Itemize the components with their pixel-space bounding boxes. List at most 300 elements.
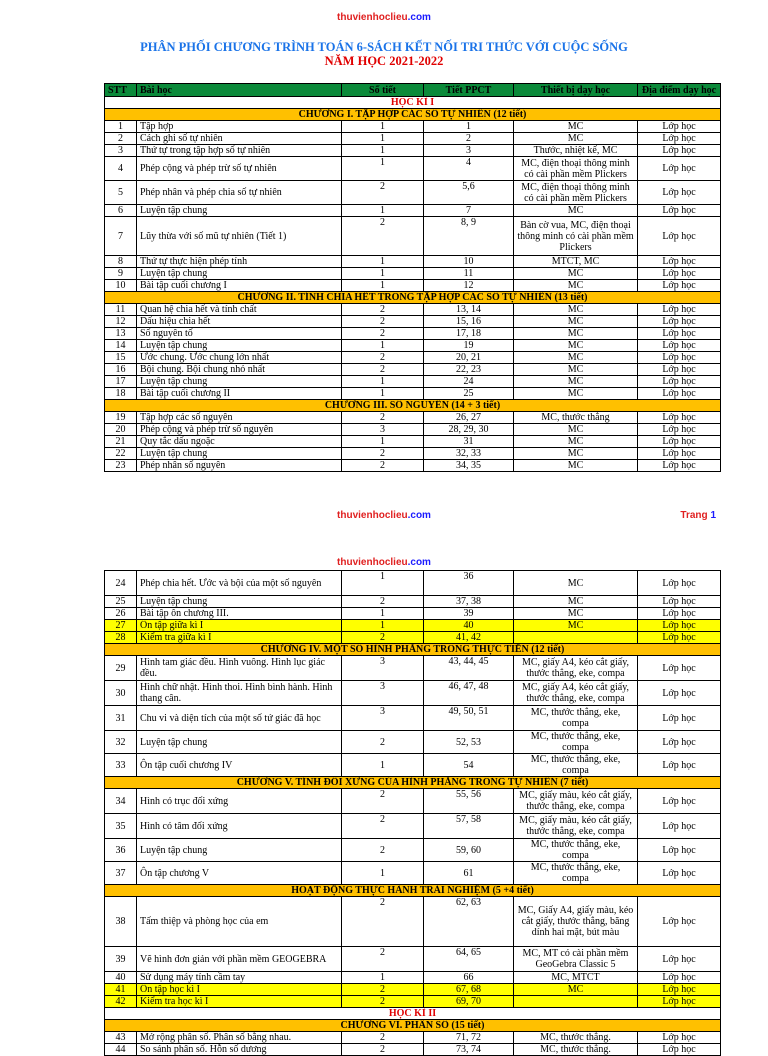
chapter-title: CHƯƠNG I. TẬP HỢP CÁC SỐ TỰ NHIÊN (12 tiết)	[105, 109, 721, 121]
header-lesson: Bài học	[137, 84, 342, 97]
cell-periods: 2	[342, 596, 424, 608]
cell-location: Lớp học	[638, 364, 721, 376]
chapter-row	[105, 885, 721, 897]
cell-location: Lớp học	[638, 217, 721, 256]
cell-location: Lớp học	[638, 304, 721, 316]
cell-location: Lớp học	[638, 340, 721, 352]
cell-location: Lớp học	[638, 157, 721, 181]
cell-location: Lớp học	[638, 352, 721, 364]
header-ppct: Tiết PPCT	[424, 84, 514, 97]
cell-location: Lớp học	[638, 436, 721, 448]
cell-ppct: 71, 72	[424, 1032, 514, 1044]
cell-ppct: 67, 68	[424, 984, 514, 996]
table-row	[105, 972, 721, 984]
cell-periods: 1	[342, 268, 424, 280]
cell-lesson: Luyện tập chung	[137, 839, 342, 862]
cell-lesson: Luyện tập chung	[137, 268, 342, 280]
cell-lesson: Vẽ hình đơn giản với phần mềm GEOGEBRA	[137, 947, 342, 972]
cell-ppct: 34, 35	[424, 460, 514, 472]
cell-location: Lớp học	[638, 268, 721, 280]
cell-periods: 2	[342, 984, 424, 996]
cell-equipment: MC, điện thoại thông minh có cài phần mềm Plickers	[514, 181, 638, 205]
cell-equipment: MC, giấy A4, kéo cắt giấy, thước thẳng, eke, compa	[514, 656, 638, 681]
cell-location: Lớp học	[638, 706, 721, 731]
cell-lesson: Thứ tự thực hiện phép tính	[137, 256, 342, 268]
cell-ppct: 39	[424, 608, 514, 620]
cell-equipment: MC	[514, 608, 638, 620]
table-row	[105, 352, 721, 364]
cell-equipment: MC, thước thẳng	[514, 412, 638, 424]
cell-periods: 2	[342, 814, 424, 839]
cell-ppct: 20, 21	[424, 352, 514, 364]
cell-location: Lớp học	[638, 972, 721, 984]
table-row	[105, 217, 721, 256]
cell-ppct: 13, 14	[424, 304, 514, 316]
document-title: PHÂN PHỐI CHƯƠNG TRÌNH TOÁN 6-SÁCH KẾT NỐI TRI THỨC VỚI CUỘC SỐNG	[140, 40, 628, 54]
cell-equipment: MC	[514, 280, 638, 292]
cell-periods: 1	[342, 133, 424, 145]
cell-periods: 3	[342, 424, 424, 436]
cell-stt: 37	[105, 862, 137, 885]
cell-lesson: Kiểm tra giữa kì I	[137, 632, 342, 644]
chapter-row	[105, 644, 721, 656]
cell-location: Lớp học	[638, 145, 721, 157]
cell-equipment: MC	[514, 328, 638, 340]
cell-periods: 2	[342, 632, 424, 644]
table-row	[105, 376, 721, 388]
cell-ppct: 11	[424, 268, 514, 280]
header-periods: Số tiết	[342, 84, 424, 97]
cell-periods: 1	[342, 972, 424, 984]
cell-location: Lớp học	[638, 731, 721, 754]
cell-equipment: MC, thước thẳng, eke, compa	[514, 706, 638, 731]
cell-equipment: MC	[514, 388, 638, 400]
cell-periods: 2	[342, 328, 424, 340]
cell-ppct: 36	[424, 571, 514, 596]
cell-periods: 3	[342, 681, 424, 706]
cell-lesson: Thứ tự trong tập hợp số tự nhiên	[137, 145, 342, 157]
cell-lesson: Hình chữ nhật. Hình thoi. Hình bình hành. Hình thang cân.	[137, 681, 342, 706]
cell-ppct: 59, 60	[424, 839, 514, 862]
cell-equipment: Thước, nhiệt kế, MC	[514, 145, 638, 157]
cell-ppct: 61	[424, 862, 514, 885]
cell-ppct: 49, 50, 51	[424, 706, 514, 731]
cell-location: Lớp học	[638, 620, 721, 632]
cell-stt: 43	[105, 1032, 137, 1044]
cell-stt: 11	[105, 304, 137, 316]
table-row	[105, 328, 721, 340]
table-row	[105, 145, 721, 157]
cell-equipment: MC	[514, 316, 638, 328]
cell-ppct: 22, 23	[424, 364, 514, 376]
cell-stt: 44	[105, 1044, 137, 1056]
cell-equipment: MTCT, MC	[514, 256, 638, 268]
cell-equipment: MC	[514, 460, 638, 472]
cell-stt: 15	[105, 352, 137, 364]
cell-ppct: 1	[424, 121, 514, 133]
cell-stt: 3	[105, 145, 137, 157]
cell-location: Lớp học	[638, 181, 721, 205]
cell-lesson: Số nguyên tố	[137, 328, 342, 340]
cell-ppct: 4	[424, 157, 514, 181]
table-row	[105, 316, 721, 328]
cell-lesson: Hình có trục đối xứng	[137, 789, 342, 814]
cell-location: Lớp học	[638, 839, 721, 862]
cell-lesson: Chu vi và diện tích của một số tứ giác đã học	[137, 706, 342, 731]
cell-lesson: Dấu hiệu chia hết	[137, 316, 342, 328]
cell-equipment: MC	[514, 984, 638, 996]
cell-location: Lớp học	[638, 754, 721, 777]
cell-location: Lớp học	[638, 388, 721, 400]
cell-lesson: Tập hợp	[137, 121, 342, 133]
cell-ppct: 57, 58	[424, 814, 514, 839]
cell-equipment: MC, thước thẳng, eke, compa	[514, 839, 638, 862]
cell-stt: 28	[105, 632, 137, 644]
cell-equipment: MC, giấy màu, kéo cắt giấy, thước thẳng, eke, compa	[514, 814, 638, 839]
curriculum-table-page2	[104, 570, 721, 1056]
cell-ppct: 54	[424, 754, 514, 777]
table-row	[105, 596, 721, 608]
cell-stt: 14	[105, 340, 137, 352]
cell-equipment: MC	[514, 205, 638, 217]
cell-equipment	[514, 632, 638, 644]
cell-location: Lớp học	[638, 256, 721, 268]
cell-location: Lớp học	[638, 376, 721, 388]
cell-equipment: MC	[514, 121, 638, 133]
cell-ppct: 3	[424, 145, 514, 157]
cell-periods: 1	[342, 754, 424, 777]
cell-periods: 2	[342, 731, 424, 754]
cell-equipment: MC, điện thoại thông minh có cài phần mềm Plickers	[514, 157, 638, 181]
cell-periods: 1	[342, 388, 424, 400]
page-footer	[0, 510, 768, 524]
cell-stt: 35	[105, 814, 137, 839]
cell-stt: 26	[105, 608, 137, 620]
cell-equipment: MC, Giấy A4, giấy màu, kéo cắt giấy, thước thẳng, băng dính hai mặt, bút màu	[514, 897, 638, 947]
cell-ppct: 64, 65	[424, 947, 514, 972]
cell-periods: 1	[342, 862, 424, 885]
cell-lesson: Phép cộng và phép trừ số tự nhiên	[137, 157, 342, 181]
cell-lesson: Sử dụng máy tính cầm tay	[137, 972, 342, 984]
cell-location: Lớp học	[638, 121, 721, 133]
table-row	[105, 897, 721, 947]
cell-ppct: 5,6	[424, 181, 514, 205]
cell-location: Lớp học	[638, 1032, 721, 1044]
cell-periods: 2	[342, 352, 424, 364]
cell-equipment: MC	[514, 376, 638, 388]
cell-equipment: MC	[514, 304, 638, 316]
table-row	[105, 1032, 721, 1044]
cell-lesson: Phép nhân số nguyên	[137, 460, 342, 472]
cell-lesson: Ôn tập giữa kì I	[137, 620, 342, 632]
cell-stt: 18	[105, 388, 137, 400]
table-row	[105, 205, 721, 217]
cell-stt: 4	[105, 157, 137, 181]
cell-periods: 2	[342, 304, 424, 316]
cell-equipment: MC, thước thẳng, eke, compa	[514, 731, 638, 754]
cell-lesson: Luyện tập chung	[137, 340, 342, 352]
cell-equipment	[514, 996, 638, 1008]
cell-ppct: 55, 56	[424, 789, 514, 814]
cell-equipment: MC, MT có cài phần mềm GeoGebra Classic 5	[514, 947, 638, 972]
cell-lesson: Kiểm tra học kì I	[137, 996, 342, 1008]
cell-equipment: MC	[514, 352, 638, 364]
cell-periods: 3	[342, 656, 424, 681]
cell-periods: 2	[342, 181, 424, 205]
cell-location: Lớp học	[638, 996, 721, 1008]
cell-periods: 1	[342, 436, 424, 448]
cell-location: Lớp học	[638, 681, 721, 706]
cell-ppct: 52, 53	[424, 731, 514, 754]
cell-lesson: Luyện tập chung	[137, 596, 342, 608]
cell-stt: 38	[105, 897, 137, 947]
table-row	[105, 424, 721, 436]
cell-lesson: Bài tập cuối chương II	[137, 388, 342, 400]
cell-periods: 2	[342, 897, 424, 947]
cell-ppct: 8, 9	[424, 217, 514, 256]
cell-stt: 30	[105, 681, 137, 706]
chapter-title: CHƯƠNG III. SỐ NGUYÊN (14 + 3 tiết)	[105, 400, 721, 412]
table-row	[105, 656, 721, 681]
cell-stt: 20	[105, 424, 137, 436]
table-row	[105, 304, 721, 316]
header-equipment: Thiết bị dạy học	[514, 84, 638, 97]
table-row	[105, 862, 721, 885]
cell-equipment: MC, thước thẳng.	[514, 1032, 638, 1044]
cell-stt: 1	[105, 121, 137, 133]
cell-ppct: 12	[424, 280, 514, 292]
cell-stt: 6	[105, 205, 137, 217]
semester-title: HỌC KÌ II	[105, 1008, 721, 1020]
cell-location: Lớp học	[638, 448, 721, 460]
chapter-title: CHƯƠNG IV. MỘT SỐ HÌNH PHẲNG TRONG THỰC TIỄN (12 tiết)	[105, 644, 721, 656]
cell-equipment: MC	[514, 268, 638, 280]
chapter-row	[105, 292, 721, 304]
cell-periods: 2	[342, 789, 424, 814]
chapter-row	[105, 400, 721, 412]
cell-periods: 1	[342, 608, 424, 620]
curriculum-table-page1	[104, 83, 721, 472]
cell-stt: 24	[105, 571, 137, 596]
cell-location: Lớp học	[638, 656, 721, 681]
school-year: NĂM HỌC 2021-2022	[324, 54, 444, 68]
cell-location: Lớp học	[638, 897, 721, 947]
cell-equipment: MC, thước thẳng, eke, compa	[514, 754, 638, 777]
cell-equipment: MC, thước thẳng, eke, compa	[514, 862, 638, 885]
cell-stt: 41	[105, 984, 137, 996]
cell-location: Lớp học	[638, 984, 721, 996]
chapter-row	[105, 777, 721, 789]
cell-equipment: MC	[514, 364, 638, 376]
cell-periods: 1	[342, 205, 424, 217]
cell-ppct: 62, 63	[424, 897, 514, 947]
cell-lesson: Tấm thiệp và phòng học của em	[137, 897, 342, 947]
cell-equipment: MC	[514, 596, 638, 608]
cell-periods: 1	[342, 157, 424, 181]
cell-lesson: Bội chung. Bội chung nhỏ nhất	[137, 364, 342, 376]
cell-lesson: Quy tắc dấu ngoặc	[137, 436, 342, 448]
cell-lesson: Tập hợp các số nguyên	[137, 412, 342, 424]
cell-equipment: MC, giấy màu, kéo cắt giấy, thước thẳng, eke, compa	[514, 789, 638, 814]
cell-location: Lớp học	[638, 814, 721, 839]
table-row	[105, 460, 721, 472]
cell-lesson: Ước chung. Ước chung lớn nhất	[137, 352, 342, 364]
cell-equipment: MC, thước thẳng.	[514, 1044, 638, 1056]
cell-lesson: Ôn tập học kì I	[137, 984, 342, 996]
cell-periods: 1	[342, 620, 424, 632]
cell-stt: 27	[105, 620, 137, 632]
table-header	[105, 84, 721, 97]
cell-periods: 2	[342, 996, 424, 1008]
cell-periods: 1	[342, 256, 424, 268]
cell-ppct: 32, 33	[424, 448, 514, 460]
cell-stt: 2	[105, 133, 137, 145]
cell-lesson: Phép chia hết. Ước và bội của một số nguyên	[137, 571, 342, 596]
cell-location: Lớp học	[638, 133, 721, 145]
cell-lesson: Hình tam giác đều. Hình vuông. Hình lục giác đều.	[137, 656, 342, 681]
table-row	[105, 364, 721, 376]
header-stt: STT	[105, 84, 137, 97]
table-row	[105, 157, 721, 181]
table-row	[105, 754, 721, 777]
cell-lesson: Hình có tâm đối xứng	[137, 814, 342, 839]
table-row	[105, 181, 721, 205]
table-row	[105, 632, 721, 644]
cell-ppct: 19	[424, 340, 514, 352]
table-row	[105, 571, 721, 596]
cell-lesson: Mở rộng phân số. Phân số bằng nhau.	[137, 1032, 342, 1044]
cell-lesson: Cách ghi số tự nhiên	[137, 133, 342, 145]
cell-equipment: MC	[514, 424, 638, 436]
table-row	[105, 280, 721, 292]
table-row	[105, 268, 721, 280]
cell-ppct: 7	[424, 205, 514, 217]
cell-ppct: 40	[424, 620, 514, 632]
cell-ppct: 41, 42	[424, 632, 514, 644]
cell-equipment: MC	[514, 448, 638, 460]
cell-stt: 7	[105, 217, 137, 256]
table-row	[105, 121, 721, 133]
table-row	[105, 947, 721, 972]
chapter-title: HOẠT ĐỘNG THỰC HÀNH TRẢI NGHIỆM (5 +4 tiết)	[105, 885, 721, 897]
chapter-title: CHƯƠNG II. TÍNH CHIA HẾT TRONG TẬP HỢP CÁC SỐ TỰ NHIÊN (13 tiết)	[105, 292, 721, 304]
cell-stt: 31	[105, 706, 137, 731]
table-row	[105, 448, 721, 460]
header-location: Địa điểm dạy học	[638, 84, 721, 97]
cell-lesson: Quan hệ chia hết và tính chất	[137, 304, 342, 316]
cell-stt: 5	[105, 181, 137, 205]
cell-stt: 10	[105, 280, 137, 292]
chapter-row	[105, 109, 721, 121]
cell-stt: 21	[105, 436, 137, 448]
cell-stt: 16	[105, 364, 137, 376]
cell-ppct: 2	[424, 133, 514, 145]
cell-periods: 2	[342, 412, 424, 424]
table-row	[105, 620, 721, 632]
cell-location: Lớp học	[638, 947, 721, 972]
cell-periods: 2	[342, 448, 424, 460]
cell-location: Lớp học	[638, 328, 721, 340]
table-row	[105, 608, 721, 620]
cell-location: Lớp học	[638, 571, 721, 596]
cell-stt: 22	[105, 448, 137, 460]
semester-row	[105, 1008, 721, 1020]
chapter-title: CHƯƠNG V. TÍNH ĐỐI XỨNG CỦA HÌNH PHẲNG TRONG TỰ NHIÊN (7 tiết)	[105, 777, 721, 789]
cell-ppct: 17, 18	[424, 328, 514, 340]
table-row	[105, 340, 721, 352]
cell-ppct: 15, 16	[424, 316, 514, 328]
cell-stt: 17	[105, 376, 137, 388]
cell-location: Lớp học	[638, 1044, 721, 1056]
cell-ppct: 31	[424, 436, 514, 448]
cell-equipment: MC, giấy A4, kéo cắt giấy, thước thẳng, eke, compa	[514, 681, 638, 706]
cell-location: Lớp học	[638, 316, 721, 328]
cell-stt: 25	[105, 596, 137, 608]
cell-stt: 23	[105, 460, 137, 472]
cell-location: Lớp học	[638, 412, 721, 424]
semester-row	[105, 97, 721, 109]
cell-periods: 2	[342, 839, 424, 862]
cell-stt: 32	[105, 731, 137, 754]
page-number: Trang 1	[680, 510, 716, 521]
semester-title: HỌC KÌ I	[105, 97, 721, 109]
table-row	[105, 814, 721, 839]
cell-equipment: MC, MTCT	[514, 972, 638, 984]
cell-lesson: Phép nhân và phép chia số tự nhiên	[137, 181, 342, 205]
cell-equipment: MC	[514, 133, 638, 145]
table-row	[105, 133, 721, 145]
cell-lesson: Bài tập cuối chương I	[137, 280, 342, 292]
cell-periods: 1	[342, 121, 424, 133]
table-row	[105, 839, 721, 862]
cell-lesson: Luyện tập chung	[137, 448, 342, 460]
table-row	[105, 731, 721, 754]
cell-location: Lớp học	[638, 460, 721, 472]
site-watermark-bottom: thuvienhoclieu.com	[337, 510, 431, 521]
cell-ppct: 43, 44, 45	[424, 656, 514, 681]
cell-lesson: Ôn tập cuối chương IV	[137, 754, 342, 777]
cell-lesson: Phép cộng và phép trừ số nguyên	[137, 424, 342, 436]
cell-periods: 2	[342, 364, 424, 376]
cell-equipment: MC	[514, 620, 638, 632]
cell-equipment: MC	[514, 571, 638, 596]
chapter-title: CHƯƠNG VI. PHÂN SỐ (15 tiết)	[105, 1020, 721, 1032]
table-row	[105, 706, 721, 731]
cell-lesson: Bài tập ôn chương III.	[137, 608, 342, 620]
cell-periods: 2	[342, 217, 424, 256]
cell-periods: 2	[342, 316, 424, 328]
table-row	[105, 256, 721, 268]
cell-location: Lớp học	[638, 205, 721, 217]
cell-lesson: Luyện tập chung	[137, 731, 342, 754]
chapter-row	[105, 1020, 721, 1032]
table-row	[105, 436, 721, 448]
cell-stt: 34	[105, 789, 137, 814]
cell-equipment: Bàn cờ vua, MC, điện thoại thông minh có cài phần mềm Plickers	[514, 217, 638, 256]
cell-ppct: 66	[424, 972, 514, 984]
cell-stt: 42	[105, 996, 137, 1008]
cell-location: Lớp học	[638, 424, 721, 436]
cell-stt: 8	[105, 256, 137, 268]
cell-periods: 1	[342, 280, 424, 292]
cell-stt: 9	[105, 268, 137, 280]
cell-ppct: 24	[424, 376, 514, 388]
site-watermark-page2: thuvienhoclieu.com	[337, 557, 431, 568]
cell-location: Lớp học	[638, 280, 721, 292]
cell-periods: 2	[342, 1044, 424, 1056]
cell-stt: 13	[105, 328, 137, 340]
cell-ppct: 10	[424, 256, 514, 268]
